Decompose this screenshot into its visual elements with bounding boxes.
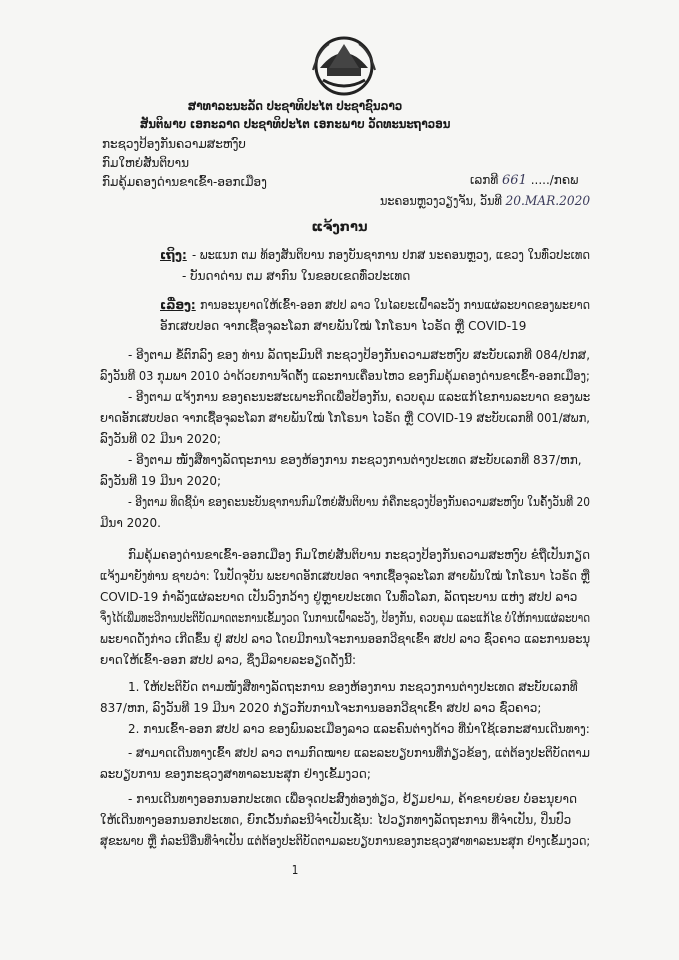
place-date <box>380 193 590 210</box>
reference-1-line-1: - ອີງຕາມ ຂໍ້ຕົກລົງ ຂອງ ທ່ານ ລັດຖະມົນຕີ ກະຊວງປ້ອງກັນຄວາມສະຫງົບ ສະບັບເລກທີ 084/ປກສ, <box>128 348 590 362</box>
to-line-2: - ບັນດາດ່ານ ຕມ ສາກົນ ໃນຂອບເຂດທົ່ວປະເທດ <box>182 269 411 283</box>
point-2-line-1: 2. ການເຂົ້າ-ອອກ ສປປ ລາວ ຂອງພົນລະເມືອງລາວ ແລະຄົນຕ່າງດ້າວ ທີ່ນຳໃຊ້ເອກະສານເດີນທາງ: <box>128 722 590 736</box>
national-emblem-icon <box>305 30 383 96</box>
to-label <box>160 247 187 263</box>
reference-2-line-1: - ອີງຕາມ ແຈ້ງການ ຂອງຄະນະສະເພາະກິດເພື່ອປ້ອງກັນ, ຄວບຄຸມ ແລະແກ້ໄຂການລະບາດ ຂອງພະ <box>128 390 591 404</box>
subject-label <box>160 297 196 313</box>
to-line-1: - ພະແນກ ຕມ ທ້ອງສັນຕິບານ ກອງບັນຊາການ ປກສ ນະຄອນຫຼວງ, ແຂວງ ໃນທົ່ວປະເທດ <box>192 248 591 262</box>
subpoint-2-line-1: - ການເດີນທາງອອກນອກປະເທດ ເພື່ອຈຸດປະສົງທ່ອງທ່ຽວ, ຢ້ຽມຢາມ, ຄ້າຂາຍຍ່ອຍ ບໍ່ອະນຸຍາດ <box>128 792 577 806</box>
header-country: ສາທາລະນະລັດ ປະຊາທິປະໄຕ ປະຊາຊົນລາວ <box>187 99 403 113</box>
reference-2-line-2: ຍາດອັກເສບປອດ ຈາກເຊື້ອຈຸລະໂລກ ສາຍພັນໃໝ່ ໂກໂຣນາ ໄວຣັດ ຫຼື COVID-19 ສະບັບເລກທີ 001/ສພກ, <box>100 411 590 425</box>
issuer-bureau: ກົມຄຸ້ມຄອງດ່ານຂາເຂົ້າ-ອອກເມືອງ <box>102 175 267 189</box>
to-label-text: ເຖິງ: <box>160 248 187 262</box>
subject-line-2: ອັກເສບປອດ ຈາກເຊື້ອຈຸລະໂລກ ສາຍພັນໃໝ່ ໂກໂຣນາ ໄວຣັດ ຫຼື COVID-19 <box>160 319 527 333</box>
body-line-3: COVID-19 ກຳລັງແຜ່ລະບາດ ເປັນວົງກວ້າງ ຢູ່ຫຼາຍປະເທດ ໃນທົ່ວໂລກ, ລັດຖະບານ ແຫ່ງ ສປປ ລາວ <box>100 590 578 604</box>
issuer-ministry: ກະຊວງປ້ອງກັນຄວາມສະຫງົບ <box>102 137 246 151</box>
issuer-department: ກົມໃຫຍ່ສັນຕິບານ <box>102 156 190 170</box>
reference-number-label: ເລກທີ <box>470 173 499 187</box>
subject-label-text: ເລື່ອງ: <box>160 298 196 312</box>
reference-1-line-2: ລົງວັນທີ 03 ກຸມພາ 2010 ວ່າດ້ວຍການຈັດຕັ້ງ ແລະການເຄື່ອນໄຫວ ຂອງກົມຄຸ້ມຄອງດ່ານຂາເຂົ້າ-ອອກເມືອງ; <box>100 369 590 383</box>
point-1-line-1: 1. ໃຫ້ປະຕິບັດ ຕາມໜັງສືທາງລັດຖະການ ຂອງຫ້ອງການ ກະຊວງການຕ່າງປະເທດ ສະບັບເລກທີ <box>128 680 578 694</box>
reference-3-line-2: ລົງວັນທີ 19 ມີນາ 2020; <box>100 474 222 488</box>
body-line-5: ພະຍາດດັ່ງກ່າວ ເກີດຂຶ້ນ ຢູ່ ສປປ ລາວ ໂດຍມີການໂຈະການອອກວີຊາເຂົ້າ ສປປ ລາວ ຊົ່ວຄາວ ແລະການອະນຸ <box>100 632 591 646</box>
reference-4-line-2: ມີນາ 2020. <box>100 516 161 530</box>
subpoint-1-line-1: - ສາມາດເດີນທາງເຂົ້າ ສປປ ລາວ ຕາມກົດໝາຍ ແລະລະບຽບການທີ່ກ່ຽວຂ້ອງ, ແຕ່ຕ້ອງປະຕິບັດຕາມ <box>128 746 590 760</box>
body-line-6: ຍາດໃຫ້ເຂົ້າ-ອອກ ສປປ ລາວ, ຊຶ່ງມີລາຍລະອຽດດັ່ງນີ້: <box>100 653 357 667</box>
reference-number-suffix: ...../ກຄພ <box>530 173 579 187</box>
reference-2-line-3: ລົງວັນທີ 02 ມີນາ 2020; <box>100 432 222 446</box>
reference-4-line-1: - ອີງຕາມ ທິດຊີ້ນຳ ຂອງຄະນະບັນຊາການກົມໃຫຍ່ສັນຕິບານ ກໍຄືກະຊວງປ້ອງກັນຄວາມສະຫງົບ ໃນຄັ້ງວັນທີ 20 <box>128 495 591 509</box>
page-number: 1 <box>291 863 299 877</box>
document-title: ແຈ້ງການ <box>311 220 368 235</box>
body-line-4: ຈຶ່ງໄດ້ເພີ່ມທະວີການປະຕິບັດມາດຕະການເຂັ້ມງວດ ໃນການເຝົ້າລະວັງ, ປ້ອງກັນ, ຄວບຄຸມ ແລະແກ້ໄຂ ບໍ່ໃຫ້ການແຜ່ລະບາດ <box>100 611 591 625</box>
subject-line-1: ການອະນຸຍາດໃຫ້ເຂົ້າ-ອອກ ສປປ ລາວ ໃນໄລຍະເຝົ້າລະວັງ ການແຜ່ລະບາດຂອງພະຍາດ <box>200 298 591 312</box>
header-motto: ສັນຕິພາບ ເອກະລາດ ປະຊາທິປະໄຕ ເອກະພາບ ວັດທະນະຖາວອນ <box>139 117 451 131</box>
reference-number <box>470 172 578 189</box>
date-handwritten: 20.MAR.2020 <box>505 194 591 209</box>
subpoint-1-line-2: ລະບຽບການ ຂອງກະຊວງສາທາລະນະສຸກ ຢ່າງເຂັ້ມງວດ; <box>100 767 371 781</box>
reference-number-handwritten: 661 <box>502 173 527 188</box>
body-line-1: ກົມຄຸ້ມຄອງດ່ານຂາເຂົ້າ-ອອກເມືອງ ກົມໃຫຍ່ສັນຕິບານ ກະຊວງປ້ອງກັນຄວາມສະຫງົບ ຂໍຖືເປັນກຽດ <box>128 548 591 562</box>
body-line-2: ແຈ້ງມາຍັງທ່ານ ຊາບວ່າ: ໃນປັດຈຸບັນ ພະຍາດອັກເສບປອດ ຈາກເຊື້ອຈຸລະໂລກ ສາຍພັນໃໝ່ ໂກໂຣນາ ໄວຣັດ ຫຼື <box>100 569 590 583</box>
point-1-line-2: 837/ຫກ, ລົງວັນທີ 19 ມີນາ 2020 ກ່ຽວກັບການໂຈະການອອກວີຊາເຂົ້າ ສປປ ລາວ ຊົ່ວຄາວ; <box>100 701 542 715</box>
place-date-label: ນະຄອນຫຼວງວຽງຈັນ, ວັນທີ <box>380 194 502 208</box>
subpoint-2-line-2: ໃຫ້ເດີນທາງອອກນອກປະເທດ, ຍົກເວັ້ນກໍລະນີຈຳເປັນເຊັ່ນ: ໄປວຽກທາງລັດຖະການ ທີ່ຈຳເປັນ, ປິ່ນປົວ <box>100 813 572 827</box>
subpoint-2-line-3: ສຸຂະພາບ ຫຼື ກໍລະນີອື່ນທີ່ຈຳເປັນ ແຕ່ຕ້ອງປະຕິບັດຕາມລະບຽບການຂອງກະຊວງສາທາລະນະສຸກ ຢ່າງເຂັ້ມງວດ; <box>100 834 591 848</box>
reference-3-line-1: - ອີງຕາມ ໜັງສືທາງລັດຖະການ ຂອງຫ້ອງການ ກະຊວງການຕ່າງປະເທດ ສະບັບເລກທີ 837/ຫກ, <box>128 453 582 467</box>
